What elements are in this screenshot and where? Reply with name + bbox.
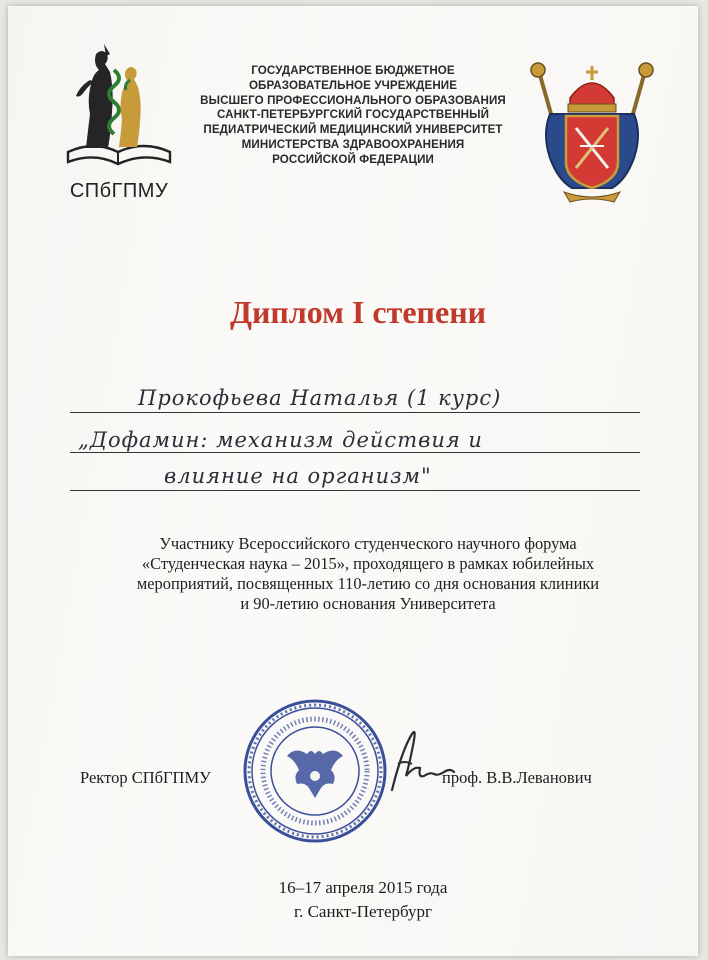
university-emblem-icon bbox=[60, 40, 178, 180]
header-line: МИНИСТЕРСТВА ЗДРАВООХРАНЕНИЯ bbox=[241, 137, 465, 151]
event-city: г. Санкт-Петербург bbox=[294, 902, 432, 921]
award-description bbox=[88, 534, 648, 614]
coat-of-arms bbox=[528, 58, 656, 208]
header-line: ВЫСШЕГО ПРОФЕССИОНАЛЬНОГО ОБРАЗОВАНИЯ bbox=[200, 93, 506, 107]
topic-line-2-handwritten: влияние на организм" bbox=[164, 464, 432, 488]
event-date: 16–17 апреля 2015 года bbox=[278, 878, 448, 897]
recipient-name-handwritten: Прокофьева Наталья (1 курс) bbox=[138, 386, 502, 410]
diploma-sheet bbox=[8, 6, 698, 956]
description-line: мероприятий, посвященных 110-летию со дня основания клиники bbox=[136, 574, 600, 593]
diploma-title: Диплом I степени bbox=[229, 294, 487, 330]
signature-scribble-icon bbox=[380, 720, 460, 800]
official-stamp bbox=[240, 696, 390, 846]
header-line: РОССИЙСКОЙ ФЕДЕРАЦИИ bbox=[272, 152, 434, 166]
coat-of-arms-icon bbox=[528, 58, 656, 208]
round-seal-icon bbox=[240, 696, 390, 846]
header-line: ПЕДИАТРИЧЕСКИЙ МЕДИЦИНСКИЙ УНИВЕРСИТЕТ bbox=[203, 123, 503, 137]
header-line: ГОСУДАРСТВЕННОЕ БЮДЖЕТНОЕ bbox=[251, 64, 455, 77]
rector-signature bbox=[380, 720, 460, 800]
topic-line-1-handwritten: „Дофамин: механизм действия и bbox=[78, 428, 483, 452]
university-logo bbox=[60, 40, 178, 210]
header-line: САНКТ-ПЕТЕРБУРГСКИЙ ГОСУДАРСТВЕННЫЙ bbox=[216, 108, 490, 122]
description-line: «Студенческая наука – 2015», проходящего в рамках юбилейных bbox=[141, 554, 595, 573]
description-line: Участнику Всероссийского студенческого научного форума bbox=[159, 534, 577, 553]
institution-header bbox=[178, 64, 528, 168]
topic-underline-1 bbox=[70, 452, 640, 453]
rector-name: проф. В.В.Леванович bbox=[442, 768, 592, 787]
rector-position: Ректор СПбГПМУ bbox=[80, 768, 211, 787]
name-underline bbox=[70, 412, 640, 413]
header-line: ОБРАЗОВАТЕЛЬНОЕ УЧРЕЖДЕНИЕ bbox=[248, 78, 458, 92]
description-line: и 90-летию основания Университета bbox=[240, 594, 496, 613]
topic-underline-2 bbox=[70, 490, 640, 491]
university-logo-text: СПбГПМУ bbox=[69, 180, 169, 202]
